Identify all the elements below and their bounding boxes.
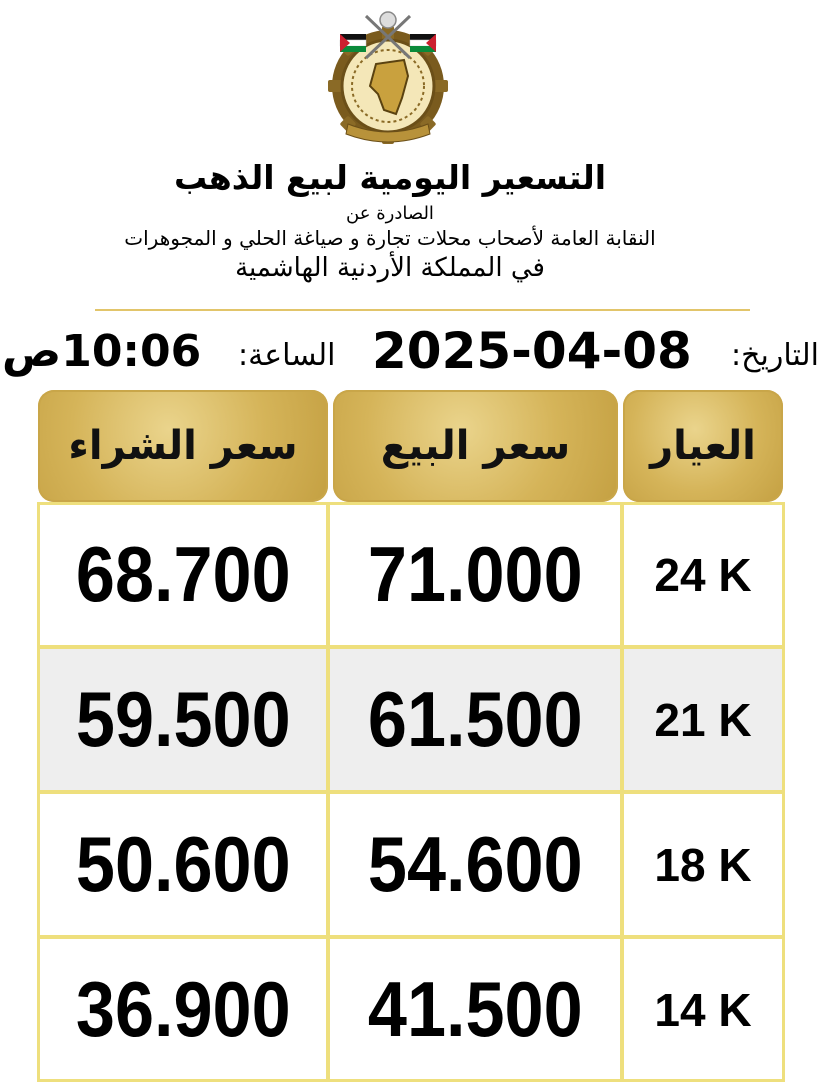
- column-header-purity: العيار: [623, 390, 783, 502]
- price-table: [37, 502, 785, 1082]
- purity-value: 18 K: [654, 838, 752, 891]
- table-row: [37, 792, 785, 937]
- column-header-sell-price: سعر البيع: [333, 390, 618, 502]
- sell-price-value: 41.500: [367, 965, 583, 1053]
- purity-cell: [624, 502, 782, 647]
- buy-price-cell: [40, 937, 326, 1082]
- table-row: [37, 502, 785, 647]
- grid-line: [37, 935, 785, 939]
- purity-value: 24 K: [654, 548, 752, 601]
- buy-price-cell: [40, 502, 326, 647]
- purity-cell: [624, 647, 782, 792]
- column-header-buy-price: سعر الشراء: [38, 390, 328, 502]
- grid-line: [37, 645, 785, 649]
- date-value: 2025-04-08: [372, 322, 692, 380]
- sell-price-cell: [330, 502, 620, 647]
- kingdom-name: في المملكة الأردنية الهاشمية: [235, 253, 545, 283]
- purity-cell: [624, 937, 782, 1082]
- sell-price-value: 54.600: [367, 820, 583, 908]
- sell-price-cell: [330, 647, 620, 792]
- buy-price-cell: [40, 792, 326, 937]
- sell-price-cell: [330, 937, 620, 1082]
- header-divider: [95, 309, 750, 311]
- time-value: 10:06ص: [2, 326, 202, 377]
- grid-line: [37, 790, 785, 794]
- purity-value: 21 K: [654, 693, 752, 746]
- syndicate-logo: [318, 6, 458, 146]
- buy-price-value: 50.600: [75, 820, 291, 908]
- time-label: الساعة:: [238, 338, 336, 373]
- purity-cell: [624, 792, 782, 937]
- sell-price-value: 71.000: [367, 530, 583, 618]
- issued-by-text: الصادرة عن: [346, 203, 434, 224]
- buy-price-cell: [40, 647, 326, 792]
- table-row: [37, 937, 785, 1082]
- grid-line: [37, 502, 785, 505]
- syndicate-name: النقابة العامة لأصحاب محلات تجارة و صياغة الحلي و المجوهرات: [124, 226, 656, 250]
- date-label: التاريخ:: [731, 338, 819, 373]
- sell-price-cell: [330, 792, 620, 937]
- buy-price-value: 36.900: [75, 965, 291, 1053]
- purity-value: 14 K: [654, 983, 752, 1036]
- table-row: [37, 647, 785, 792]
- grid-line: [37, 1079, 785, 1082]
- page-title: التسعير اليومية لبيع الذهب: [173, 158, 607, 197]
- sell-price-value: 61.500: [367, 675, 583, 763]
- buy-price-value: 68.700: [75, 530, 291, 618]
- buy-price-value: 59.500: [75, 675, 291, 763]
